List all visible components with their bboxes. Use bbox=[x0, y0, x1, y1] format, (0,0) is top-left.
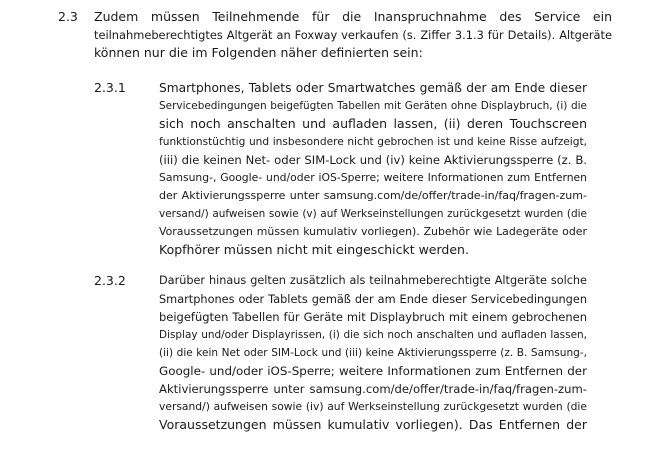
text-line: versand/) aufweisen sowie (v) auf Werkseinstellungen zurückgesetzt wurden (die bbox=[159, 208, 587, 220]
text-line: Voraussetzungen müssen kumulativ vorliegen). Das Entfernen der bbox=[159, 417, 587, 432]
text-line: Voraussetzungen müssen kumulativ vorliegen). Zubehör wie Ladegeräte oder bbox=[159, 225, 587, 238]
text-line: beigefügten Tabellen für Geräte mit Displaybruch mit einem gebrochenen bbox=[159, 310, 587, 324]
text-line: Samsung-, Google- und/oder iOS-Sperre; weitere Informationen zum Entfernen bbox=[159, 171, 587, 184]
text-line: Aktivierungssperre unter samsung.com/de/offer/trade-in/faq/fragen-zum- bbox=[159, 382, 587, 396]
clause-text bbox=[159, 79, 587, 259]
clause-text bbox=[159, 272, 587, 434]
text-line: (iii) die keinen Net- oder SIM-Lock und (iv) keine Aktivierungssperre (z. B. bbox=[159, 153, 587, 167]
clause-number: 2.3 bbox=[58, 9, 78, 24]
text-line: Smartphones, Tablets oder Smartwatches gemäß der am Ende dieser bbox=[159, 81, 587, 95]
clause-number: 2.3.2 bbox=[94, 273, 126, 288]
clause-number: 2.3.1 bbox=[94, 80, 126, 95]
text-line: versand/) aufweisen sowie (iv) auf Werkseinstellung zurückgesetzt wurden (die bbox=[159, 400, 587, 413]
text-line: Zudem müssen Teilnehmende für die Inanspruchnahme des Service ein bbox=[94, 9, 612, 24]
clause-text bbox=[94, 8, 612, 62]
text-line: der Aktivierungssperre unter samsung.com/de/offer/trade-in/faq/fragen-zum- bbox=[159, 189, 587, 202]
text-line: Display und/oder Displayrissen, (i) die sich noch anschalten und aufladen lassen, bbox=[159, 329, 587, 341]
text-line: sich noch anschalten und aufladen lassen, (ii) deren Touchscreen bbox=[159, 116, 587, 131]
text-line: Darüber hinaus gelten zusätzlich als teilnahmeberechtigte Altgeräte solche bbox=[159, 274, 587, 287]
text-line: Smartphones oder Tablets gemäß der am Ende dieser Servicebedingungen bbox=[159, 292, 587, 306]
text-line: teilnahmeberechtigtes Altgerät an Foxway verkaufen (s. Ziffer 3.1.3 für Details). Altgeräte bbox=[94, 28, 612, 42]
text-line: funktionstüchtig und insbesondere nicht gebrochen ist und keine Risse aufzeigt, bbox=[159, 136, 587, 148]
text-line: Google- und/oder iOS-Sperre; weitere Informationen zum Entfernen der bbox=[159, 364, 587, 378]
text-line: Kopfhörer müssen nicht mit eingeschickt werden. bbox=[159, 242, 469, 257]
text-line: (ii) die kein Net oder SIM-Lock und (iii) keine Aktivierungssperre (z. B. Samsung-, bbox=[159, 347, 587, 359]
text-line: Servicebedingungen beigefügten Tabellen mit Geräten ohne Displaybruch, (i) die bbox=[159, 100, 587, 112]
text-line: können nur die im Folgenden näher definierten sein: bbox=[94, 45, 423, 60]
